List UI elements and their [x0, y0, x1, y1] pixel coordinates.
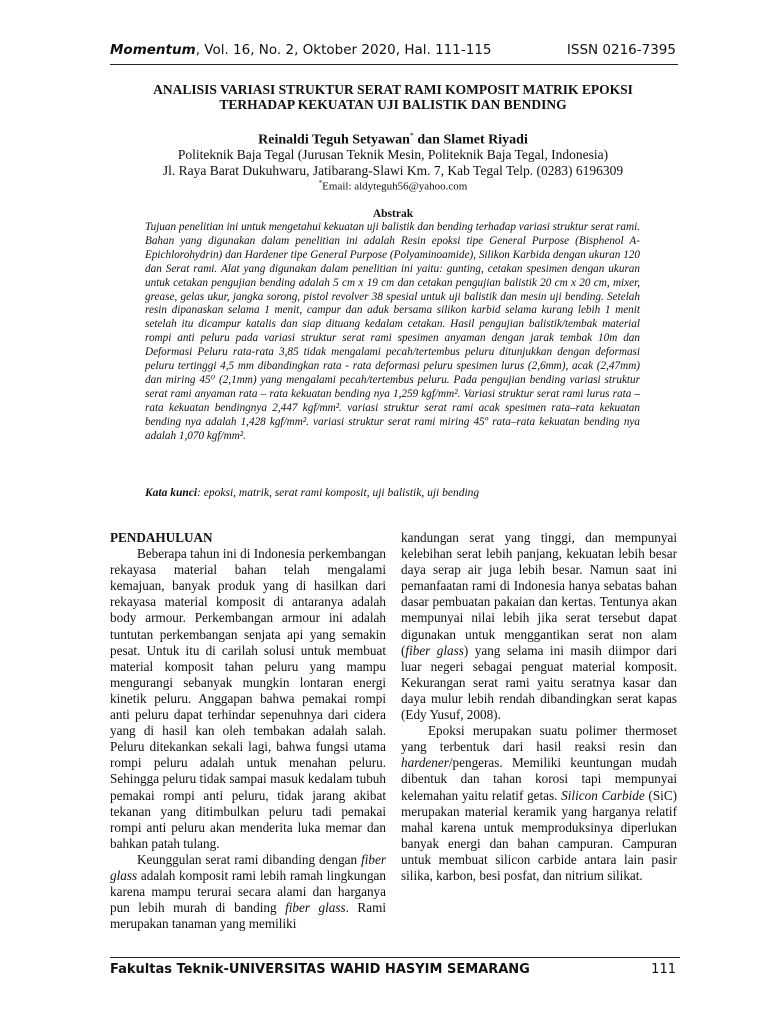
affiliation-line-2: Jl. Raya Barat Dukuhwaru, Jatibarang-Slawi Km. 7, Kab Tegal Telp. (0283) 6196309 [162, 163, 624, 178]
title-line-1: ANALISIS VARIASI STRUKTUR SERAT RAMI KOMPOSIT MATRIK EPOKSI [153, 82, 633, 97]
author-list [110, 131, 676, 149]
author-email [110, 179, 676, 193]
abstract-text: Tujuan penelitian ini untuk mengetahui kekuatan uji balistik dan bending terhadap variasi struktur serat rami. Bahan yang digunakan dalam penelitian ini adalah Resin epoksi tipe General Purpose (Bisphenol A-Epichlorohydrin) dan Hardener tipe General Purpose (Polyaminoamide), Silikon Karbida dengan ukuran 120 dan Serat rami. Alat yang digunakan dalam penelitian ini yaitu: gunting, cetakan spesimen dengan ukuran untuk cetakan pengujian bending adalah 5 cm x 19 cm dan cetakan pengujian balistik 20 cm x 20 cm, mixer, grease, gelas ukur, jangka sorong, pistol revolver 38 spesial untuk uji balistik dan mesin uji bending. Setelah resin dipanaskan selama 1 menit, campur dan aduk bersama silikon karbid selama kurang lebih 1 menit setelah itu dicampur katalis dan siap dituang kedalam cetakan. Hasil pengujian balistik/tembak material rompi anti peluru pada variasi struktur serat rami spesimen anyaman dengan jarak tembak 10m dan Deformasi Peluru rata-rata 3,85 tidak mengalami pecah/tertembus peluru ditunjukkan dengan deformasi peluru tertinggi 4,5 mm dibandingkan rata - rata deformasi peluru spesimen lurus (2,6mm), acak (2,47mm) dan miring 45⁰ (2,1mm) yang mengalami pecah/tertembus peluru. Pada pengujian bending variasi struktur serat rami anyaman rata – rata kekuatan bending nya 1,259 kgf/mm². Variasi struktur serat rami lurus rata – rata kekuatan bendingnya 2,447 kgf/mm². variasi struktur serat rami acak spesimen rata–rata kekuatan bending nya adalah 1,428 kgf/mm². variasi struktur serat rami miring 45º rata–rata kekuatan bending nya adalah 1,070 kgf/mm². [145, 221, 640, 442]
italic-term: fiber glass [110, 851, 386, 883]
text-run: adalah komposit rami lebih ramah lingkungan karena mampu terurai secara alami dan harganya pun lebih murah di banding [110, 867, 386, 916]
author-2: dan Slamet Riyadi [413, 132, 528, 148]
text-run: Keunggulan serat rami dibanding dengan [137, 851, 362, 867]
email-mark: * [318, 179, 323, 187]
running-footer [110, 962, 676, 982]
footer-divider [110, 957, 680, 958]
text-run: ) yang selama ini masih diimpor dari luar negeri sebagai penguat material komposit. Kekurangan serat rami yaitu seratnya kasar dan daya mulur lebih rendah dibandingkan serat kapas (Edy Yusuf, 2008). [401, 642, 678, 723]
paragraph [401, 530, 677, 723]
abstract-heading: Abstrak [372, 208, 414, 220]
issn: ISSN 0216-7395 [566, 42, 676, 58]
text-run: Epoksi merupakan suatu polimer thermoset yang terbentuk dari hasil reaksi resin dan [401, 723, 677, 755]
keywords-list: : epoksi, matrik, serat rami komposit, uji balistik, uji bending [197, 487, 480, 499]
footer-institution: Fakultas Teknik-UNIVERSITAS WAHID HASYIM SEMARANG [110, 962, 530, 977]
journal-info: , Vol. 16, No. 2, Oktober 2020, Hal. 111-115 [195, 42, 492, 58]
title-line-2: TERHADAP KEKUATAN UJI BALISTIK DAN BENDING [219, 97, 567, 112]
italic-term: hardener [401, 755, 449, 771]
corresponding-mark: * [409, 131, 414, 140]
italic-term: fiber glass [285, 900, 346, 916]
journal-citation [110, 42, 492, 58]
keywords [145, 487, 640, 499]
body-column-left [110, 530, 386, 932]
paragraph [401, 723, 677, 884]
affiliation [110, 147, 676, 179]
header-divider [110, 64, 678, 65]
page-number: 111 [651, 962, 676, 977]
section-heading-pendahuluan: PENDAHULUAN [110, 530, 213, 545]
affiliation-line-1: Politeknik Baja Tegal (Jurusan Teknik Mesin, Politeknik Baja Tegal, Indonesia) [177, 147, 609, 162]
body-column-right [401, 530, 677, 884]
keywords-label: Kata kunci [145, 487, 198, 499]
italic-term: Silicon Carbide [561, 787, 645, 803]
journal-name: Momentum [110, 42, 196, 58]
running-header [110, 42, 676, 64]
paragraph: Beberapa tahun ini di Indonesia perkembangan rekayasa material bahan telah mengalami kemajuan, banyak produk yang di hasilkan dari rekayasa material komposit di antaranya adalah body armour. Perkembangan armour ini adalah tuntutan perkembangan senjata api yang semakin pesat. Untuk itu di carilah solusi untuk membuat material komposit tahan peluru yang mampu mengurangi sebanyak mungkin lontaran energi kinetik peluru. Anggapan bahwa pemakai rompi anti peluru dapat terhindar sepenuhnya dari cidera yang di hasil kan oleh tembakan adalah salah. Peluru ditekankan sekali lagi, bahwa fungsi utama rompi peluru adalah untuk menahan peluru. Sehingga peluru tidak sampai masuk kedalam tubuh pemakai rompi anti peluru, tidak jarang akibat tekanan yang ditimbulkan peluru tadi pemakai rompi anti peluru akan menderita luka memar dan bahkan patah tulang. [110, 546, 386, 851]
text-run: /pengeras. Memiliki keuntungan mudah dibentuk dan tahan korosi tapi mempunyai kelemahan yaitu relatif getas. [401, 755, 677, 803]
paragraph [110, 852, 386, 932]
email-text: Email: aldyteguh56@yahoo.com [322, 180, 468, 193]
text-run: kandungan serat yang tinggi, dan mempunyai kelebihan serat lebih panjang, kekuatan lebih besar daya serap air juga lebih besar. Namun saat ini pemanfaatan rami di Indonesia hanya sebatas bahan dasar pembuatan pakaian dan kertas. Tentunya akan mempunyai nilai lebih jika serat tersebut dapat digunakan untuk menggantikan serat non alam ( [401, 530, 677, 658]
italic-term: fiber glass [405, 642, 464, 658]
author-1: Reinaldi Teguh Setyawan [258, 132, 410, 148]
text-run: (SiC) merupakan material keramik yang harganya relatif mahal karena untuk memproduksinya diperlukan banyak energi dan bahan campuran. Campuran untuk membuat silicon carbide antara lain pasir silika, karbon, besi posfat, dan nitrium silikat. [401, 787, 678, 883]
text-run: . Rami merupakan tanaman yang memiliki [110, 900, 386, 932]
paper-title [110, 82, 676, 112]
